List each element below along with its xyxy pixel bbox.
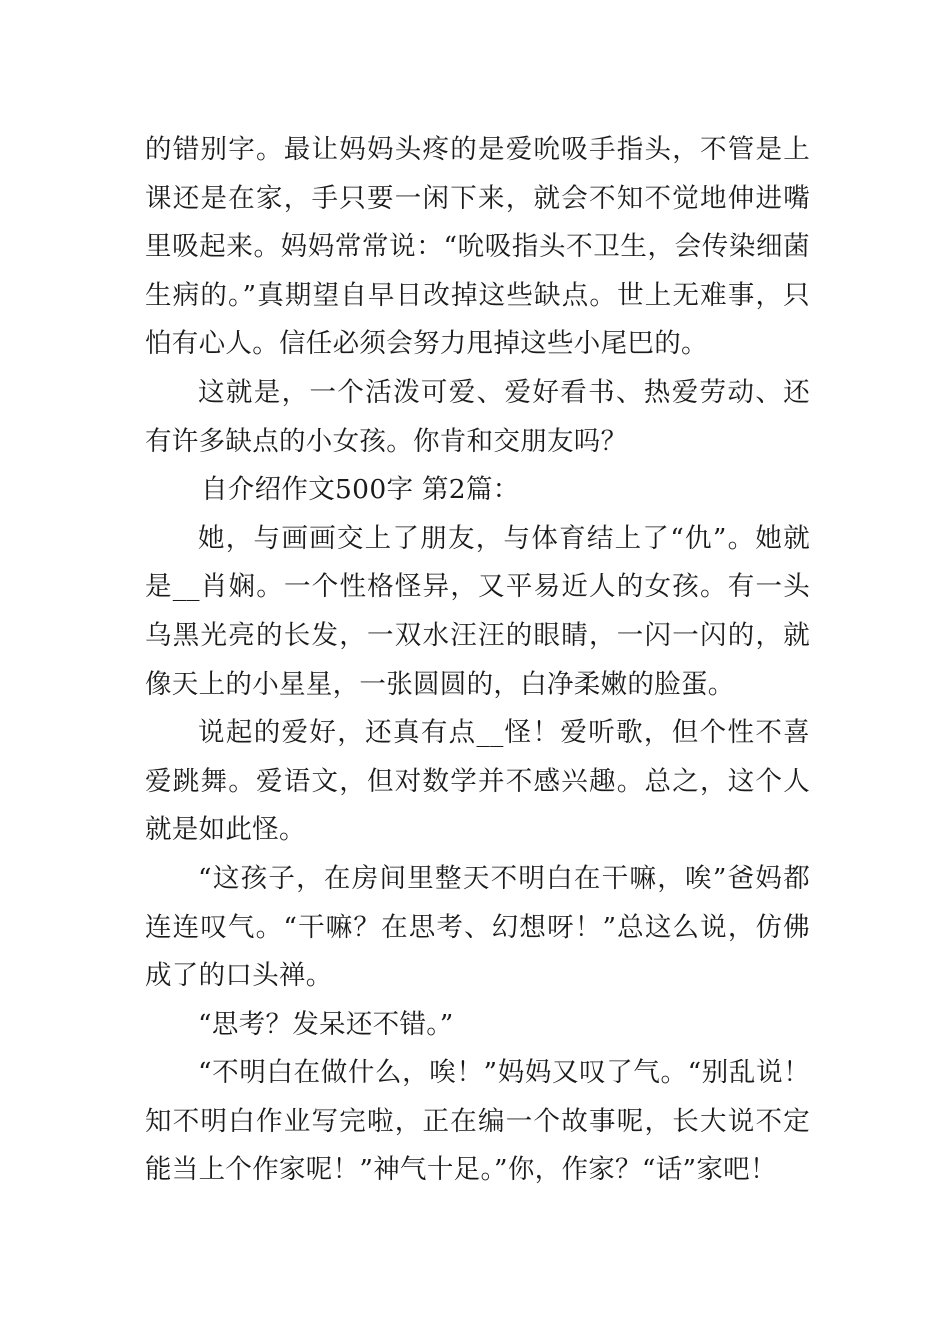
paragraph-6: “思考？发呆还不错。” (198, 1008, 454, 1040)
section-heading: 自介绍作文500字 第2篇： (201, 474, 520, 506)
paragraph-1: 的错别字。最让妈妈头疼的是爱吮吸手指头，不管是上课还是在家，手只要一闲下来，就会不知不觉地伸进嘴里吸起来。妈妈常常说：“吮吸指头不卫生，会传染细菌生病的。”真期望自早日改掉这些缺点。世上无难事，只怕有心人。信任必须会努力甩掉这些小尾巴的。 (145, 134, 810, 360)
document-body (145, 126, 810, 1195)
paragraph-3: 她，与画画交上了朋友，与体育结上了“仇”。她就是__肖娴。一个性格怪异，又平易近人的女孩。有一头乌黑光亮的长发，一双水汪汪的眼睛，一闪一闪的，就像天上的小星星，一张圆圆的，白净柔嫩的脸蛋。 (145, 522, 810, 700)
paragraph-4: 说起的爱好，还真有点__怪！爱听歌，但个性不喜爱跳舞。爱语文，但对数学并不感兴趣。总之，这个人就是如此怪。 (145, 717, 810, 846)
paragraph-7: “不明白在做什么，唉！”妈妈又叹了气。“别乱说！知不明白作业写完啦，正在编一个故事呢，长大说不定能当上个作家呢！”神气十足。”你，作家？“话”家吧！ (145, 1057, 810, 1186)
paragraph-2: 这就是，一个活泼可爱、爱好看书、热爱劳动、还有许多缺点的小女孩。你肯和交朋友吗？ (145, 376, 810, 457)
paragraph-5: “这孩子，在房间里整天不明白在干嘛，唉”爸妈都连连叹气。“干嘛？在思考、幻想呀！”总这么说，仿佛成了的口头禅。 (145, 862, 810, 992)
